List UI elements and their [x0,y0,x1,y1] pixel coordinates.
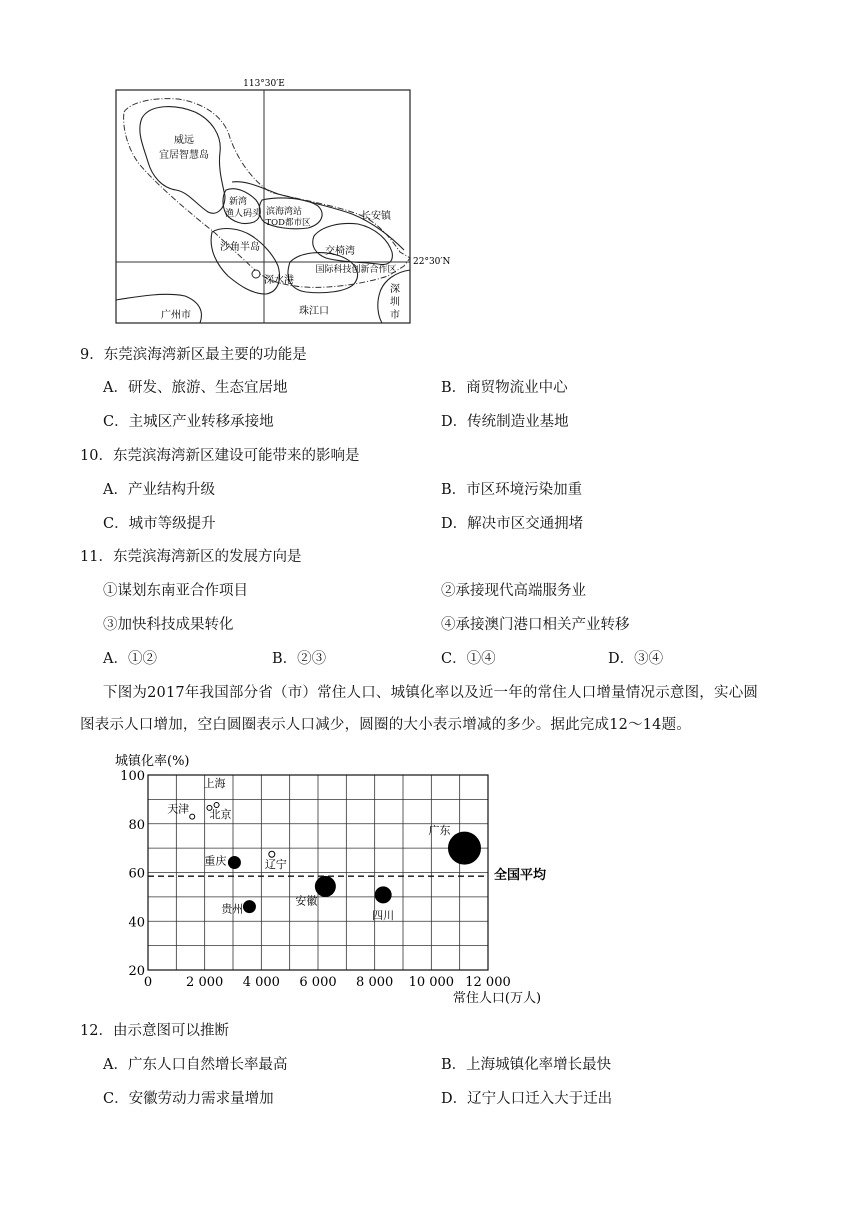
x-tick-label: 6 000 [299,975,337,990]
map-label-guangzhou: 广州市 [161,310,191,321]
x-tick-label: 0 [143,975,153,990]
q12-option-d[interactable]: D．辽宁人口迁入大于迁出 [441,1091,613,1107]
q12-option-a[interactable]: A．广东人口自然增长率最高 [103,1057,288,1073]
x-tick-label: 4 000 [242,975,280,990]
data-label-广东: 广东 [428,824,451,838]
q11-option-c[interactable]: C．①④ [441,651,496,667]
data-point-贵州 [243,901,255,913]
map-label-jiaoyi: 交椅湾 [325,246,355,257]
q9-option-c[interactable]: C．主城区产业转移承接地 [103,414,274,430]
map-label-changan: 长安镇 [361,211,391,222]
map-label-pearl-river-mouth: 珠江口 [299,306,329,317]
map-label-tod: TOD都市区 [265,218,311,228]
data-label-上海: 上海 [203,776,226,790]
map-label-fisherman-wharf: 渔人码头 [224,209,262,219]
data-point-四川 [375,887,391,903]
x-tick-label: 10 000 [408,975,455,990]
q11-option-a[interactable]: A．①② [103,651,157,667]
longitude-label: 113°30′E [243,79,285,89]
data-label-天津: 天津 [167,802,190,816]
y-tick-label: 60 [128,866,145,882]
q11-item-4: ④承接澳门港口相关产业转移 [441,617,630,633]
latitude-label: 22°30′N [413,257,451,267]
map-label-weiyuan: 威远 [174,135,194,146]
map-label-shenzhen-1: 深 [390,284,400,295]
x-tick-label: 2 000 [186,975,224,990]
map-label-xinwan: 新湾 [228,197,248,207]
map-label-shenzhen-3: 市 [390,310,400,321]
q10-option-d[interactable]: D．解决市区交通拥堵 [441,516,584,532]
q9-option-b[interactable]: B．商贸物流业中心 [441,380,568,396]
data-label-北京: 北京 [209,807,232,821]
q11-option-d[interactable]: D．③④ [608,651,664,667]
q12-option-b[interactable]: B．上海城镇化率增长最快 [441,1057,612,1073]
map-label-shenzhen-2: 圳 [390,297,400,308]
data-label-辽宁: 辽宁 [264,858,287,872]
location-map [110,76,470,328]
data-point-辽宁 [269,851,275,857]
y-tick-label: 100 [120,769,145,784]
intro-line-1: 下图为2017年我国部分省（市）常住人口、城镇化率以及近一年的常住人口增量情况示意图，实心圆 [103,685,759,701]
data-label-安徽: 安徽 [295,894,318,908]
question-11-stem: 11．东莞滨海湾新区的发展方向是 [80,549,302,565]
q10-option-b[interactable]: B．市区环境污染加重 [441,482,583,498]
q11-item-3: ③加快科技成果转化 [103,617,234,633]
y-tick-label: 20 [128,964,145,979]
x-tick-label: 12 000 [465,975,511,990]
data-point-广东 [448,832,480,864]
q12-option-c[interactable]: C．安徽劳动力需求量增加 [103,1091,274,1107]
map-label-binhai-station: 滨海湾站 [265,207,303,217]
question-9-stem: 9．东莞滨海湾新区最主要的功能是 [80,347,307,363]
q11-item-1: ①谋划东南亚合作项目 [103,583,248,599]
intro-line-2: 图表示人口增加，空白圆圈表示人口减少，圆圈的大小表示增减的多少。据此完成12～14题。 [80,717,691,733]
q10-option-c[interactable]: C．城市等级提升 [103,516,216,532]
data-label-四川: 四川 [372,908,395,922]
map-label-shajiao: 沙角半岛 [220,242,260,253]
data-point-重庆 [228,857,240,869]
map-label-weiyuan-island: 宜居智慧岛 [159,150,209,161]
map-label-deepwater-port: 深水港 [264,275,294,286]
q11-option-b[interactable]: B．②③ [272,651,327,667]
data-point-安徽 [315,876,335,896]
map-label-innovation-zone: 国际科技创新合作区 [315,265,397,275]
y-tick-label: 40 [128,915,145,931]
q9-option-d[interactable]: D．传统制造业基地 [441,414,569,430]
data-label-重庆: 重庆 [204,854,227,868]
y-tick-label: 80 [128,817,145,833]
question-10-stem: 10．东莞滨海湾新区建设可能带来的影响是 [80,448,360,464]
data-label-贵州: 贵州 [221,902,244,916]
q11-item-2: ②承接现代高端服务业 [441,583,586,599]
y-axis-label: 城镇化率(%) [115,754,190,769]
q9-option-a[interactable]: A．研发、旅游、生态宜居地 [103,380,288,396]
question-12-stem: 12．由示意图可以推断 [80,1023,229,1039]
data-point-上海 [214,802,219,807]
x-axis-label: 常住人口(万人) [452,991,542,1006]
q10-option-a[interactable]: A．产业结构升级 [103,482,215,498]
urbanization-scatter-chart [100,750,580,1010]
x-tick-label: 8 000 [356,975,394,990]
data-point-天津 [190,814,195,819]
national-average-label: 全国平均 [494,868,547,883]
